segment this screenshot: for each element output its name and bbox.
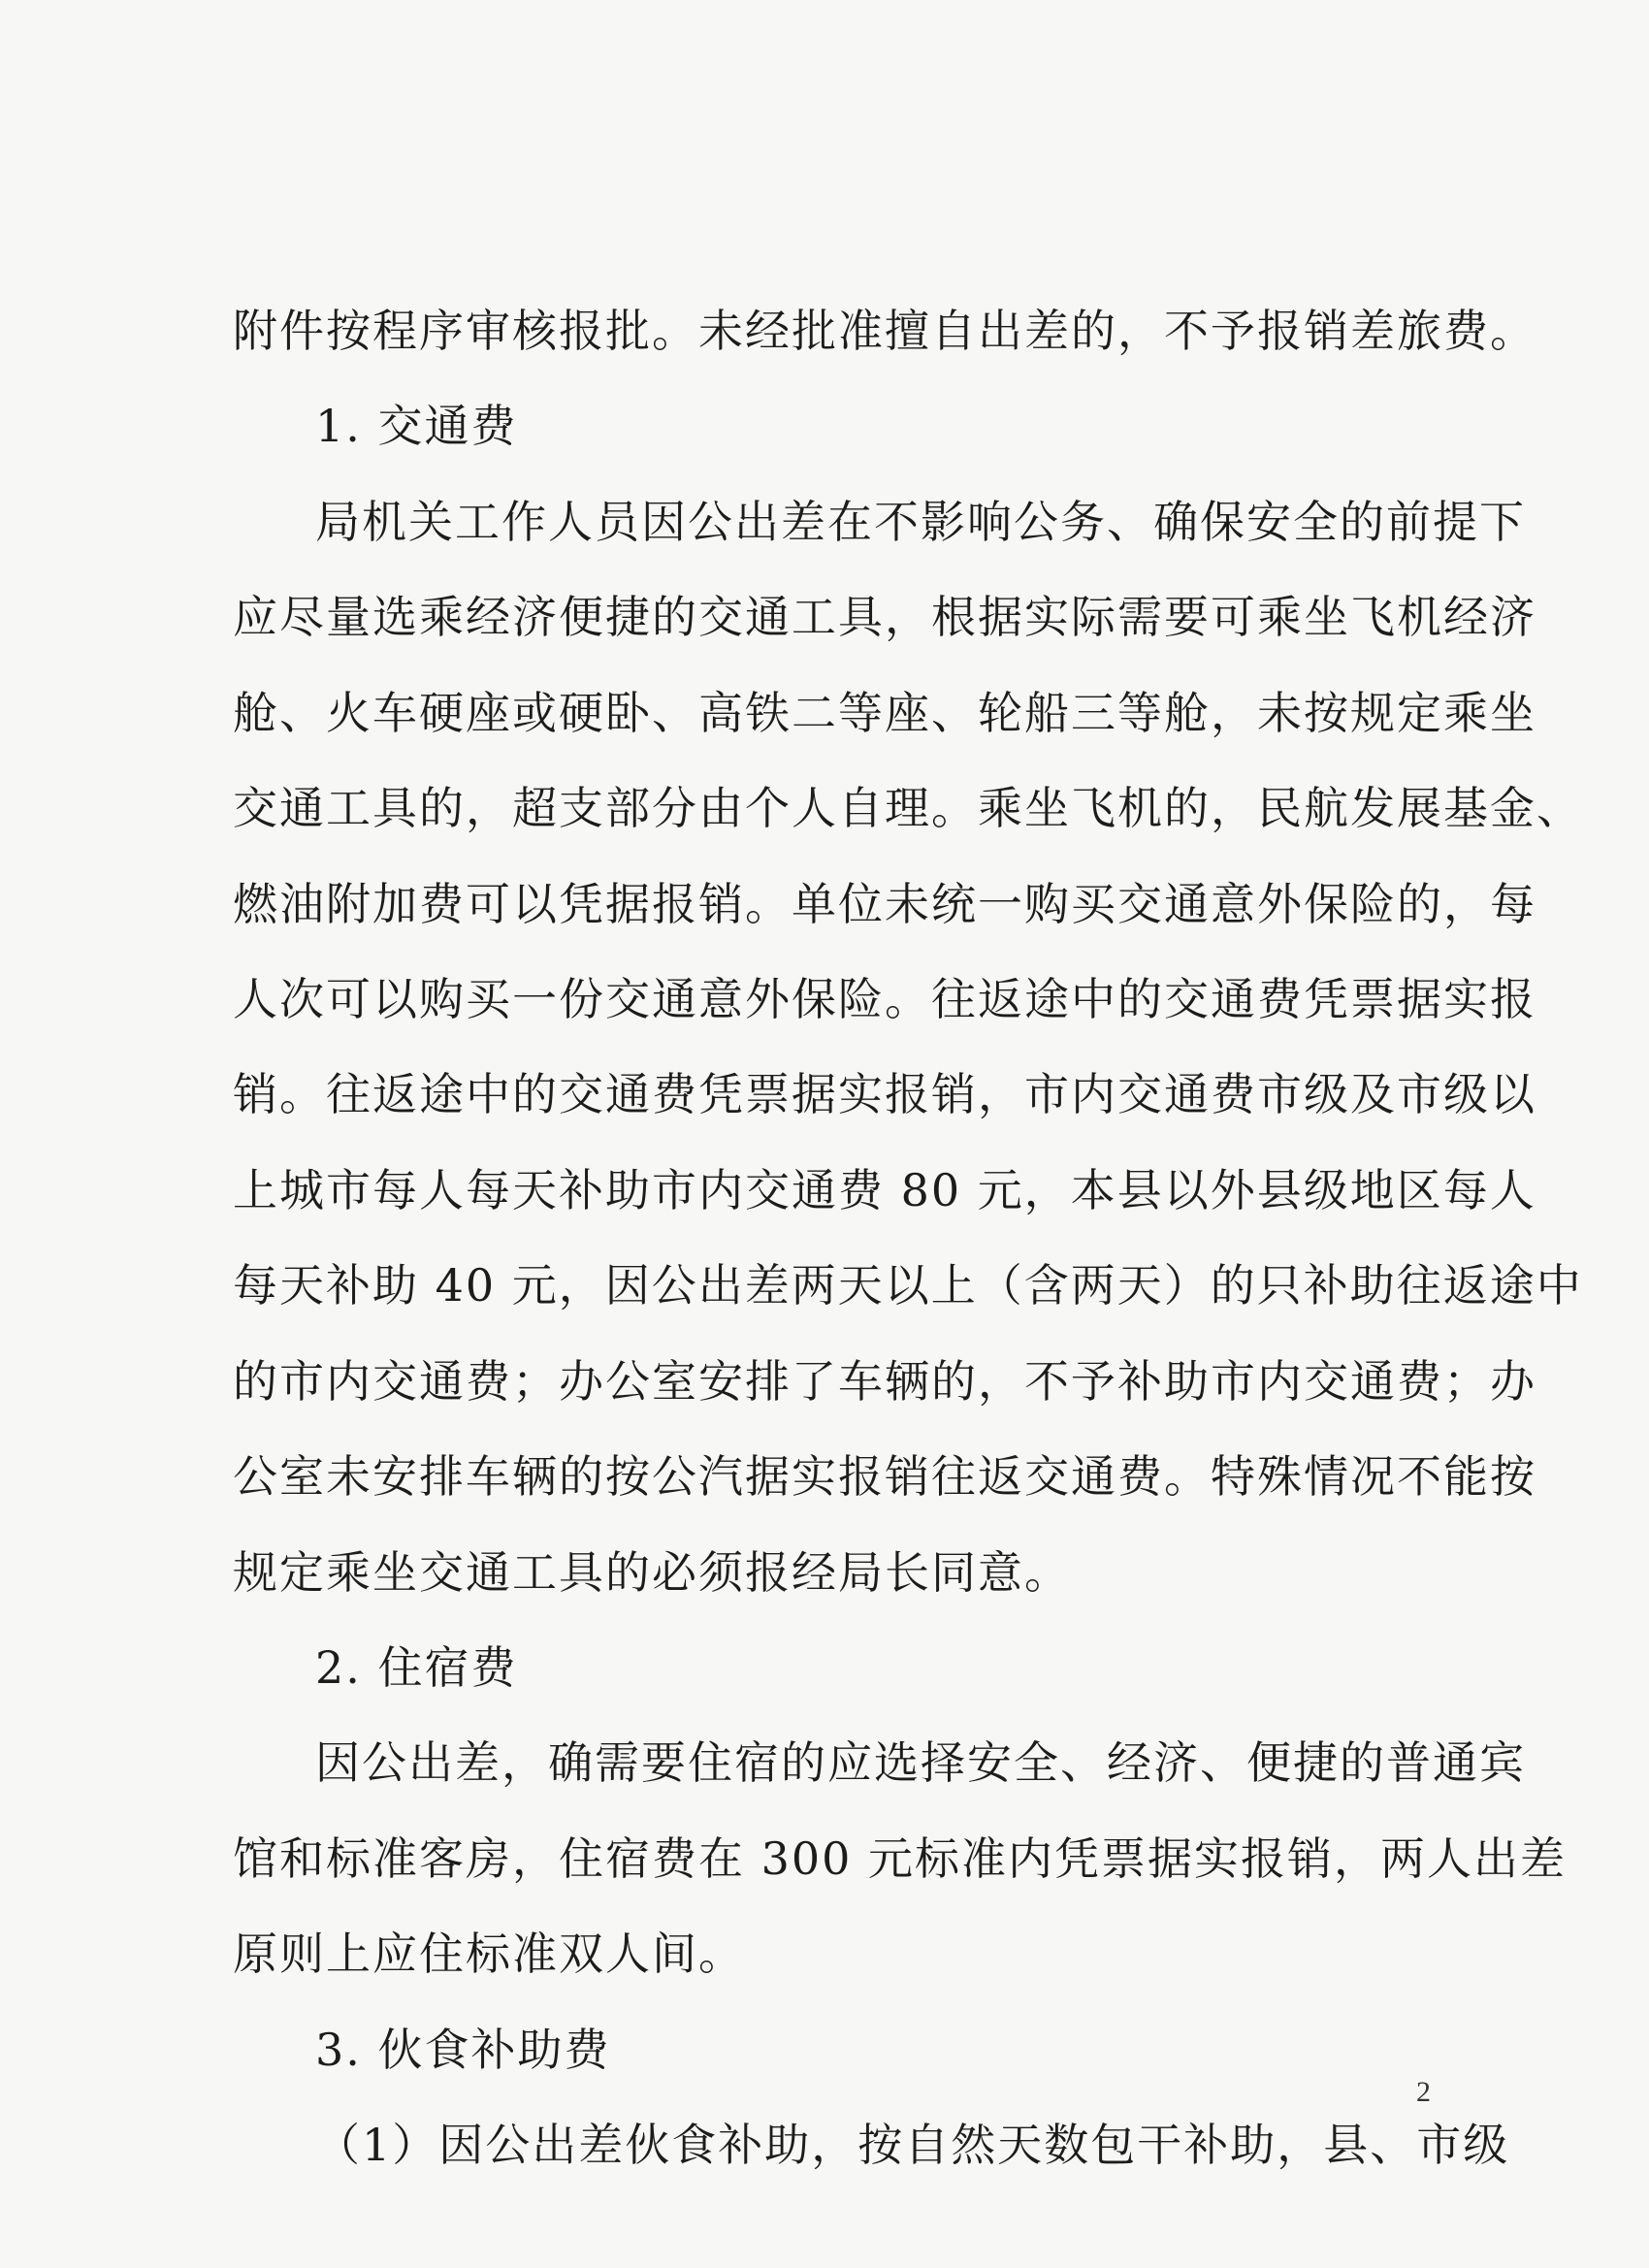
paragraph-line: （1）因公出差伙食补助，按自然天数包干补助，县、市级: [315, 2119, 1510, 2171]
paragraph-line: 人次可以购买一份交通意外保险。往返途中的交通费凭票据实报: [233, 973, 1536, 1025]
paragraph-line: 局机关工作人员因公出差在不影响公务、确保安全的前提下: [315, 496, 1526, 548]
paragraph-line: 舱、火车硬座或硬卧、高铁二等座、轮船三等舱，未按规定乘坐: [233, 687, 1536, 739]
paragraph-line: 上城市每人每天补助市内交通费 80 元，本县以外县级地区每人: [233, 1164, 1536, 1216]
paragraph-line: 的市内交通费；办公室安排了车辆的，不予补助市内交通费；办: [233, 1355, 1536, 1408]
paragraph-line: 规定乘坐交通工具的必须报经局长同意。: [233, 1546, 1071, 1599]
paragraph-line: 每天补助 40 元，因公出差两天以上（含两天）的只补助往返途中: [233, 1259, 1583, 1312]
paragraph-line: 销。往返途中的交通费凭票据实报销，市内交通费市级及市级以: [233, 1068, 1536, 1120]
section-heading: 1. 交通费: [315, 400, 518, 452]
section-heading: 2. 住宿费: [315, 1641, 518, 1694]
paragraph-line: 馆和标准客房，住宿费在 300 元标准内凭票据实报销，两人出差: [233, 1832, 1568, 1885]
paragraph-line: 应尽量选乘经济便捷的交通工具，根据实际需要可乘坐飞机经济: [233, 591, 1536, 643]
paragraph-line: 原则上应住标准双人间。: [233, 1928, 745, 1980]
paragraph-line: 燃油附加费可以凭据报销。单位未统一购买交通意外保险的，每: [233, 878, 1536, 930]
paragraph-line: 因公出差，确需要住宿的应选择安全、经济、便捷的普通宾: [315, 1736, 1526, 1789]
paragraph-line: 交通工具的，超支部分由个人自理。乘坐飞机的，民航发展基金、: [233, 782, 1583, 834]
section-heading: 3. 伙食补助费: [315, 2024, 611, 2076]
page-number: 2: [1416, 2076, 1431, 2108]
paragraph-line: 公室未安排车辆的按公汽据实报销往返交通费。特殊情况不能按: [233, 1450, 1536, 1503]
paragraph-line: 附件按程序审核报批。未经批准擅自出差的，不予报销差旅费。: [233, 305, 1536, 357]
